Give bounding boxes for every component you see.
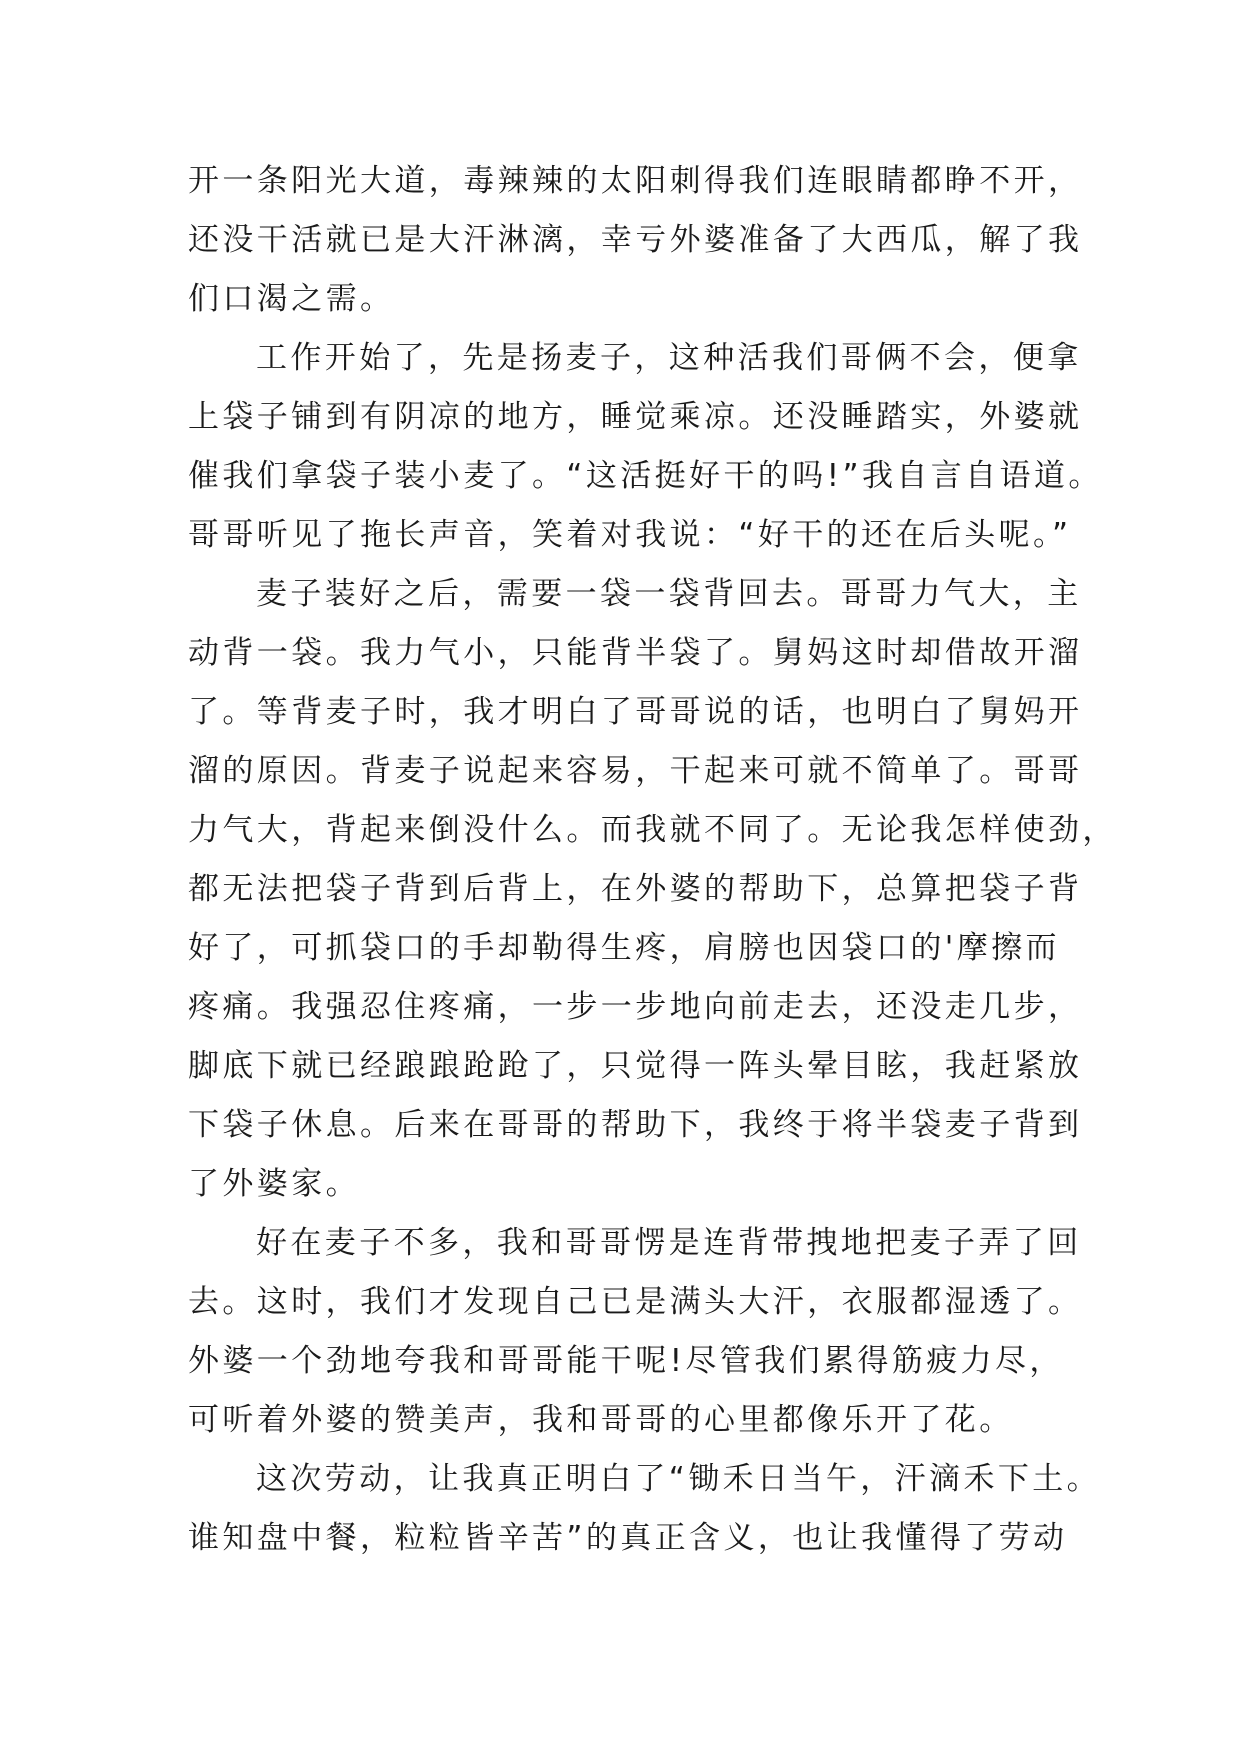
text-line: 下袋子休息。后来在哥哥的帮助下，我终于将半袋麦子背到	[188, 1107, 1083, 1143]
text-line: 谁知盘中餐，粒粒皆辛苦”的真正含义，也让我懂得了劳动	[188, 1520, 1068, 1556]
text-line: 们口渴之需。	[188, 281, 395, 317]
text-line: 哥哥听见了拖长声音，笑着对我说：“好干的还在后头呢。”	[188, 517, 1072, 553]
paragraph-start-line: 这次劳动，让我真正明白了“锄禾日当午，汗滴禾下土。	[256, 1461, 1102, 1497]
paragraph-start-line: 好在麦子不多，我和哥哥愣是连背带拽地把麦子弄了回	[256, 1225, 1082, 1261]
text-line: 外婆一个劲地夸我和哥哥能干呢!尽管我们累得筋疲力尽，	[188, 1343, 1064, 1379]
text-line: 疼痛。我强忍住疼痛，一步一步地向前走去，还没走几步，	[188, 989, 1083, 1025]
text-line: 力气大，背起来倒没什么。而我就不同了。无论我怎样使劲，	[188, 812, 1117, 848]
text-line: 好了，可抓袋口的手却勒得生疼，肩膀也因袋口的'摩擦而	[188, 930, 1060, 966]
paragraph-start-line: 工作开始了，先是扬麦子，这种活我们哥俩不会，便拿	[256, 340, 1082, 376]
text-line: 还没干活就已是大汗淋漓，幸亏外婆准备了大西瓜，解了我	[188, 222, 1083, 258]
body-text	[188, 152, 1117, 1568]
paragraph-start-line: 麦子装好之后，需要一袋一袋背回去。哥哥力气大，主	[256, 576, 1082, 612]
text-line: 开一条阳光大道，毒辣辣的太阳刺得我们连眼睛都睁不开，	[188, 163, 1083, 199]
text-line: 上袋子铺到有阴凉的地方，睡觉乘凉。还没睡踏实，外婆就	[188, 399, 1083, 435]
text-line: 都无法把袋子背到后背上，在外婆的帮助下，总算把袋子背	[188, 871, 1083, 907]
text-line: 催我们拿袋子装小麦了。“这活挺好干的吗!”我自言自语道。	[188, 458, 1103, 494]
text-line: 可听着外婆的赞美声，我和哥哥的心里都像乐开了花。	[188, 1402, 1014, 1438]
text-line: 了外婆家。	[188, 1166, 360, 1202]
text-line: 去。这时，我们才发现自己已是满头大汗，衣服都湿透了。	[188, 1284, 1083, 1320]
text-line: 了。等背麦子时，我才明白了哥哥说的话，也明白了舅妈开	[188, 694, 1083, 730]
text-line: 脚底下就已经踉踉跄跄了，只觉得一阵头晕目眩，我赶紧放	[188, 1048, 1083, 1084]
text-line: 动背一袋。我力气小，只能背半袋了。舅妈这时却借故开溜	[188, 635, 1083, 671]
text-line: 溜的原因。背麦子说起来容易，干起来可就不简单了。哥哥	[188, 753, 1083, 789]
